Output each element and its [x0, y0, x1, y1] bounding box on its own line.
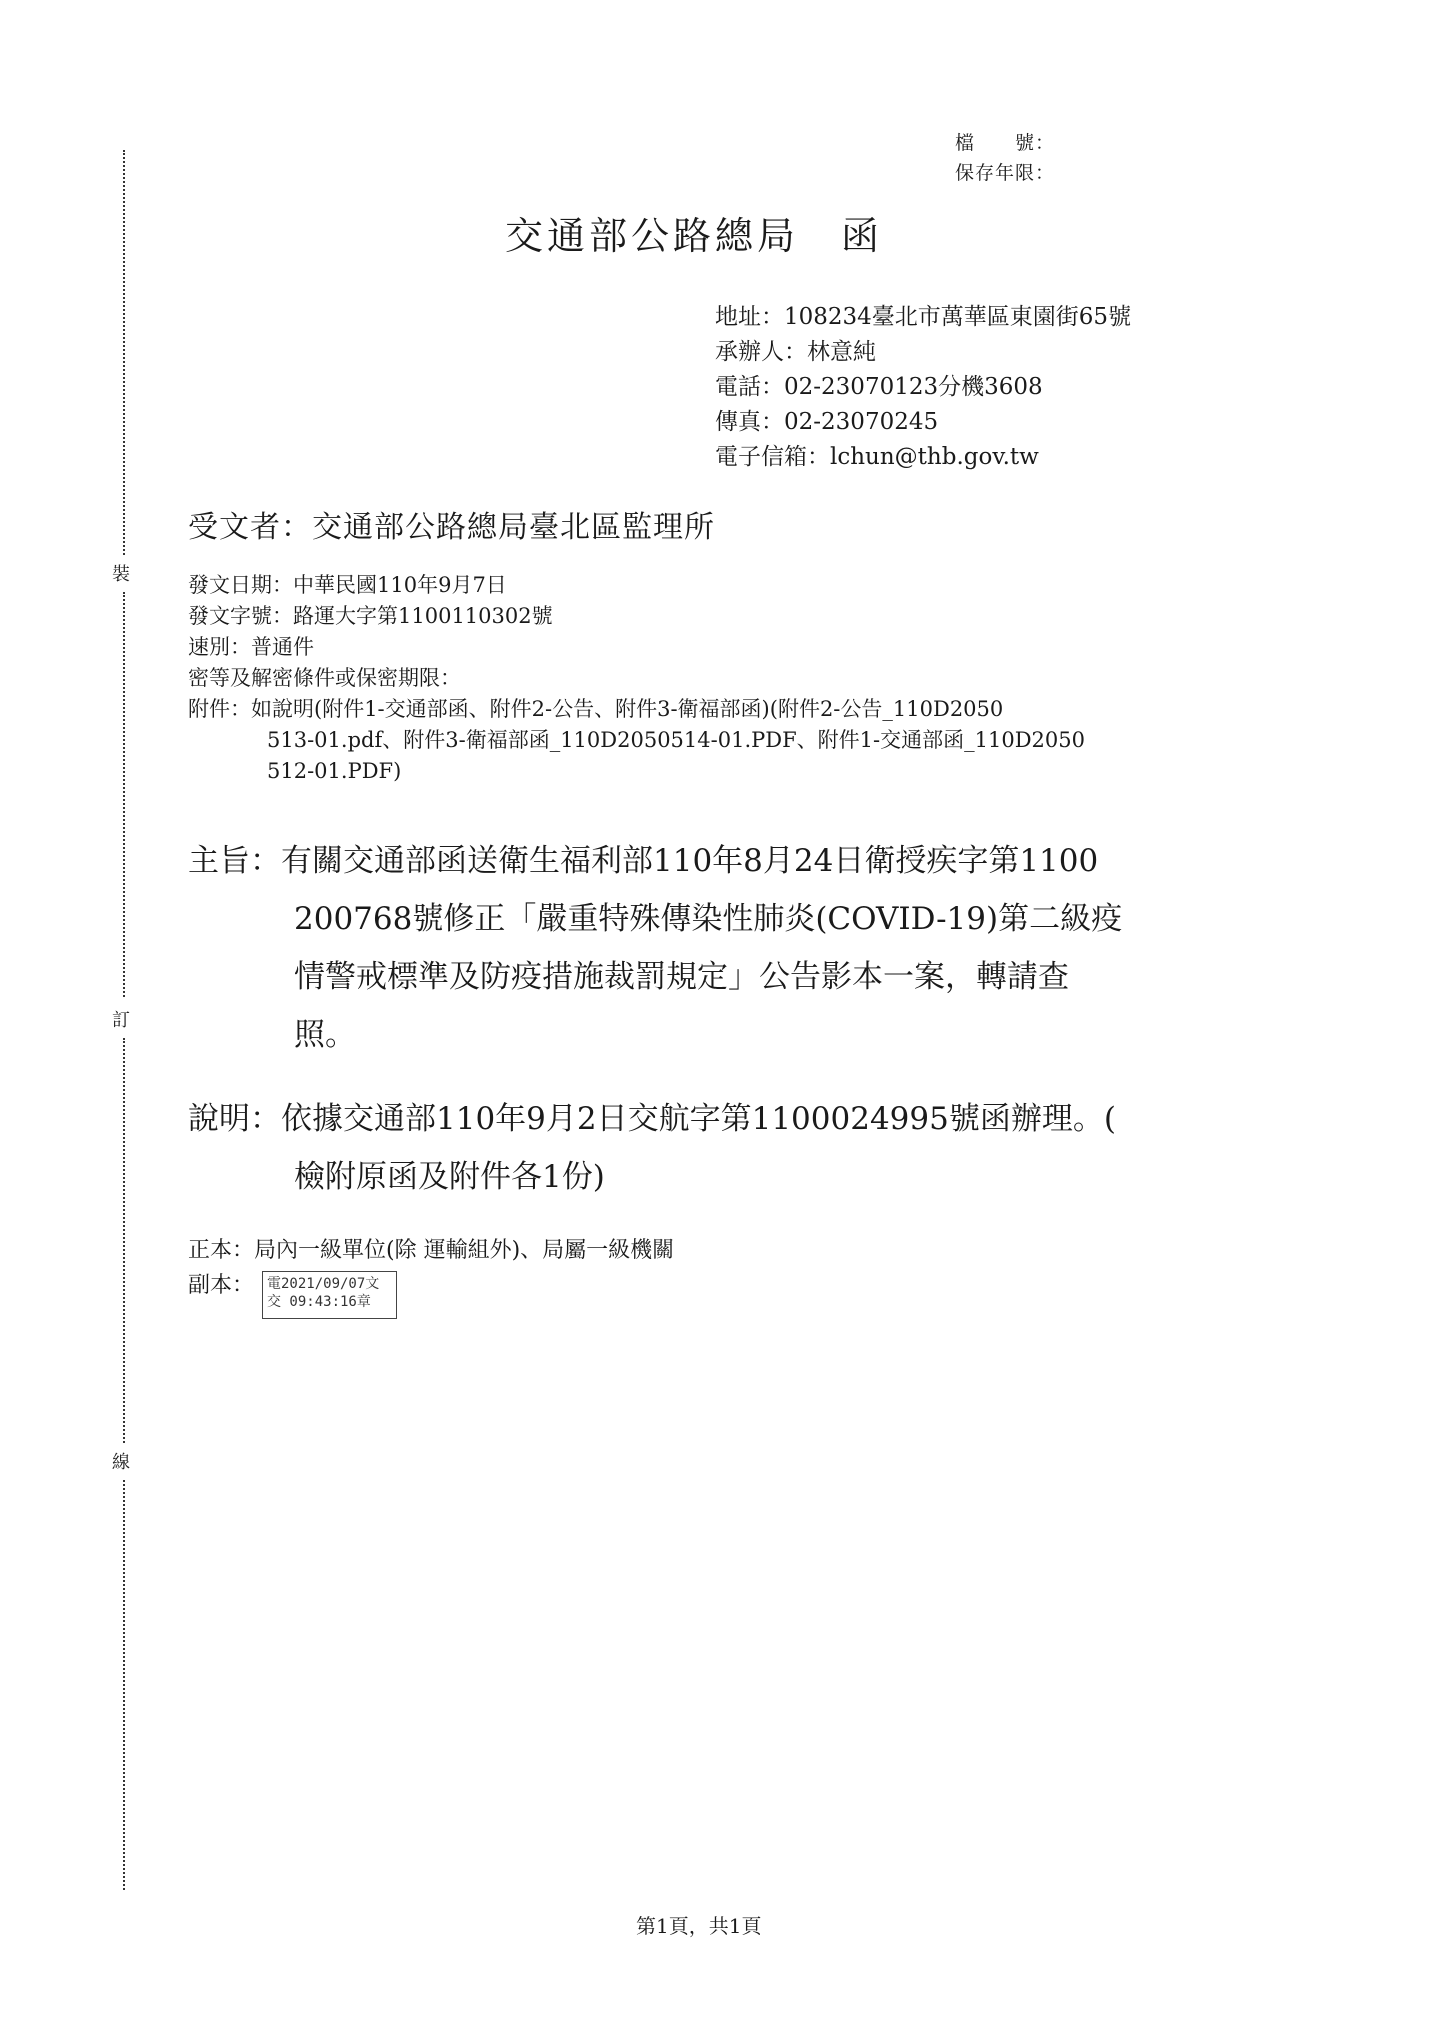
stamp-line-2: 交 09:43:16章: [267, 1294, 371, 1310]
subject-line-1: 主旨：有關交通部函送衛生福利部110年8月24日衛授疾字第1100: [188, 843, 1099, 879]
electronic-timestamp-stamp: [262, 1271, 397, 1319]
explanation-line-2: 檢附原函及附件各1份): [294, 1159, 605, 1195]
priority: 速別：普通件: [188, 635, 314, 659]
binding-margin-line-1: [123, 150, 125, 555]
issue-date: 發文日期：中華民國110年9月7日: [188, 573, 507, 597]
retention-period-label: 保存年限：: [955, 162, 1056, 184]
binding-char-xian: 線: [112, 1452, 130, 1473]
original-recipients: 正本：局內一級單位(除 運輸組外)、局屬一級機關: [188, 1238, 675, 1263]
contact-phone: 電話：02-23070123分機3608: [715, 374, 1043, 400]
binding-margin-line-2: [123, 592, 125, 997]
binding-margin-line-4: [123, 1480, 125, 1890]
subject-line-3: 情警戒標準及防疫措施裁罰規定」公告影本一案，轉請查: [294, 959, 1069, 995]
contact-address: 地址：108234臺北市萬華區東園街65號: [715, 304, 1132, 330]
recipient: 受文者：交通部公路總局臺北區監理所: [188, 510, 715, 545]
explanation-line-1: 說明：依據交通部110年9月2日交航字第1100024995號函辦理。(: [188, 1101, 1116, 1137]
attachments-line-3: 512-01.PDF): [267, 759, 402, 783]
contact-block: [715, 300, 1131, 475]
contact-fax: 傳真：02-23070245: [715, 409, 939, 435]
binding-char-ding: 訂: [112, 1010, 130, 1031]
document-title: 交通部公路總局 函: [505, 214, 884, 258]
explanation-block: [188, 1090, 1116, 1206]
contact-handler: 承辦人：林意純: [715, 339, 876, 365]
classification: 密等及解密條件或保密期限：: [188, 666, 461, 690]
duplicate-recipients-label: 副本：: [188, 1273, 255, 1298]
meta-block: [188, 570, 1085, 787]
contact-email: 電子信箱：lchun@thb.gov.tw: [715, 444, 1039, 470]
attachments-line-2: 513-01.pdf、附件3-衛福部函_110D2050514-01.PDF、附件1-交通部函_110D2050: [267, 728, 1085, 752]
page-number: 第1頁，共1頁: [636, 1914, 762, 1938]
binding-char-zhuang: 裝: [112, 564, 130, 585]
subject-line-4: 照。: [294, 1017, 356, 1053]
subject-block: [188, 832, 1122, 1064]
attachments-line-1: 附件：如說明(附件1-交通部函、附件2-公告、附件3-衛福部函)(附件2-公告_110D2050: [188, 697, 1004, 721]
stamp-line-1: 電2021/09/07文: [267, 1276, 380, 1292]
subject-line-2: 200768號修正「嚴重特殊傳染性肺炎(COVID-19)第二級疫: [294, 901, 1123, 937]
document-number: 發文字號：路運大字第1100110302號: [188, 604, 553, 628]
binding-margin-line-3: [123, 1038, 125, 1443]
file-number-label: 檔 號：: [955, 132, 1056, 154]
